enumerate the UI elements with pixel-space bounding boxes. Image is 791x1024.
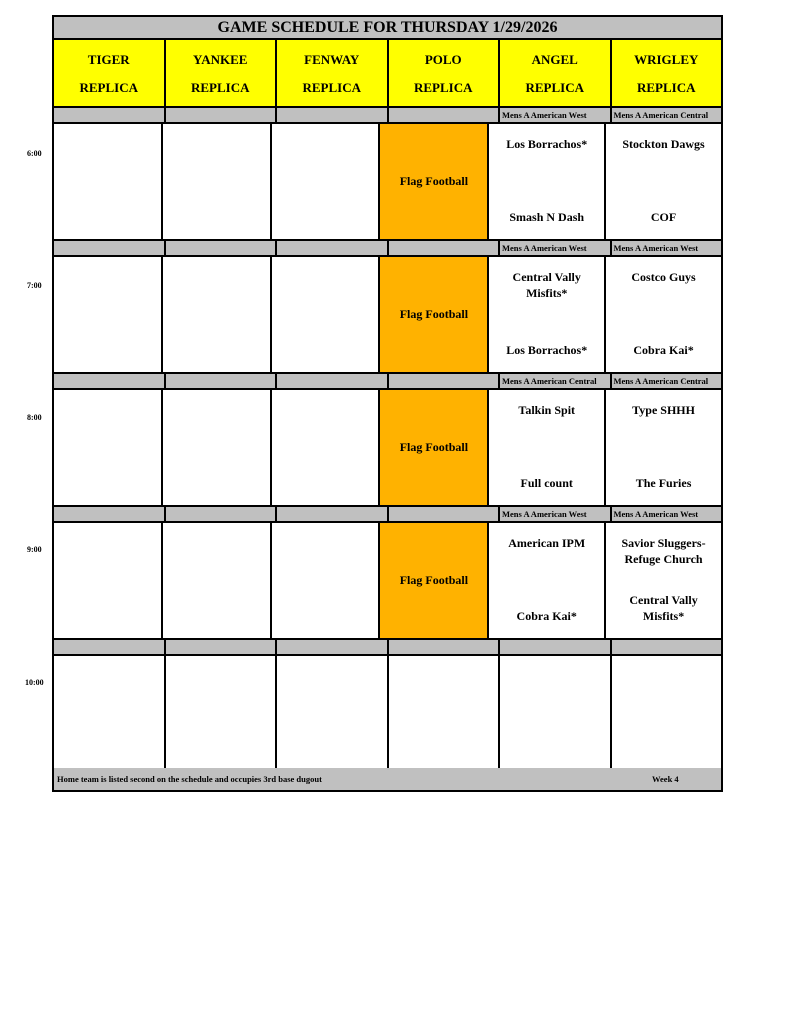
field-sub: REPLICA xyxy=(636,80,696,95)
division-cell xyxy=(166,108,278,122)
field-header-tiger xyxy=(54,40,166,106)
division-cell xyxy=(389,507,501,521)
field-name: ANGEL xyxy=(531,52,578,67)
game-cell-angel xyxy=(489,523,606,638)
schedule-title: GAME SCHEDULE FOR THURSDAY 1/29/2026 xyxy=(54,17,721,40)
slot-cell-fenway xyxy=(277,656,389,771)
division-cell xyxy=(277,108,389,122)
game-cell-wrigley xyxy=(606,124,721,239)
slot-cell-tiger xyxy=(54,257,163,372)
division-cell xyxy=(166,241,278,255)
division-cell xyxy=(277,640,389,654)
flag-football-block: Flag Football xyxy=(380,124,489,239)
away-team: Type SHHH xyxy=(632,403,695,417)
division-cell xyxy=(277,374,389,388)
field-header-yankee xyxy=(166,40,278,106)
game-cell-wrigley xyxy=(606,523,721,638)
field-sub: REPLICA xyxy=(525,80,584,95)
home-team: Smash N Dash xyxy=(509,210,585,224)
game-cell-angel xyxy=(489,124,606,239)
field-sub: REPLICA xyxy=(413,80,473,95)
game-cell-wrigley xyxy=(606,257,721,372)
away-team: Costco Guys xyxy=(631,270,696,284)
away-team: American IPM xyxy=(508,536,586,550)
slot-cell-yankee xyxy=(163,390,272,505)
division-cell xyxy=(54,507,166,521)
division-row-7 xyxy=(54,241,721,257)
slot-cell-tiger xyxy=(54,124,163,239)
time-label-6: 6:00 xyxy=(27,149,42,158)
schedule-sheet xyxy=(52,15,723,792)
division-cell xyxy=(166,640,278,654)
division-cell: Mens A American Central xyxy=(500,374,612,388)
division-cell xyxy=(612,640,722,654)
field-name: POLO xyxy=(424,52,462,67)
division-cell xyxy=(277,241,389,255)
slot-row-6 xyxy=(54,124,721,241)
flag-football-block: Flag Football xyxy=(380,523,489,638)
slot-cell-polo xyxy=(389,656,501,771)
slot-row-7 xyxy=(54,257,721,374)
home-team: Full count xyxy=(520,476,573,490)
division-cell: Mens A American West xyxy=(500,241,612,255)
time-label-7: 7:00 xyxy=(27,281,42,290)
time-label-9: 9:00 xyxy=(27,545,42,554)
slot-cell-fenway xyxy=(272,257,381,372)
field-sub: REPLICA xyxy=(190,80,250,95)
slot-cell-yankee xyxy=(163,257,272,372)
division-cell xyxy=(54,374,166,388)
division-cell: Mens A American West xyxy=(500,507,612,521)
away-team: Talkin Spit xyxy=(518,403,576,417)
field-name: FENWAY xyxy=(304,52,360,67)
week-label: Week 4 xyxy=(652,774,679,784)
division-cell xyxy=(389,108,501,122)
division-cell xyxy=(389,374,501,388)
division-cell: Mens A American West xyxy=(612,507,722,521)
slot-cell-tiger xyxy=(54,390,163,505)
home-team-note: Home team is listed second on the schedule and occupies 3rd base dugout xyxy=(57,774,322,784)
division-cell: Mens A American Central xyxy=(612,374,722,388)
home-team: Cobra Kai* xyxy=(633,343,694,357)
field-header-row xyxy=(54,40,721,108)
slot-cell-yankee xyxy=(166,656,278,771)
away-team: Los Borrachos* xyxy=(506,137,588,151)
field-sub: REPLICA xyxy=(302,80,361,95)
flag-football-block: Flag Football xyxy=(380,390,489,505)
slot-row-10 xyxy=(54,656,721,773)
time-label-8: 8:00 xyxy=(27,413,42,422)
home-team: Central Vally Misfits* xyxy=(629,593,698,623)
slot-cell-fenway xyxy=(272,124,381,239)
division-cell xyxy=(277,507,389,521)
game-cell-angel xyxy=(489,390,606,505)
division-row-6 xyxy=(54,108,721,124)
home-team: Los Borrachos* xyxy=(506,343,588,357)
slot-cell-fenway xyxy=(272,523,381,638)
field-header-polo xyxy=(389,40,501,106)
division-row-9 xyxy=(54,507,721,523)
division-cell xyxy=(389,640,501,654)
home-team: Cobra Kai* xyxy=(516,609,577,623)
division-row-10 xyxy=(54,640,721,656)
slot-cell-yankee xyxy=(163,523,272,638)
field-name: TIGER xyxy=(87,52,130,67)
slot-row-8 xyxy=(54,390,721,507)
division-cell xyxy=(54,640,166,654)
time-label-10: 10:00 xyxy=(25,678,44,687)
division-cell xyxy=(54,108,166,122)
slot-cell-yankee xyxy=(163,124,272,239)
slot-cell-tiger xyxy=(54,656,166,771)
division-cell xyxy=(389,241,501,255)
division-cell xyxy=(166,507,278,521)
division-cell xyxy=(166,374,278,388)
away-team: Savior Sluggers-Refuge Church xyxy=(621,536,706,566)
division-cell xyxy=(54,241,166,255)
field-name: YANKEE xyxy=(193,52,248,67)
game-cell-wrigley xyxy=(606,390,721,505)
slot-row-9 xyxy=(54,523,721,640)
game-cell-angel xyxy=(489,257,606,372)
division-cell xyxy=(500,640,612,654)
division-cell: Mens A American Central xyxy=(612,108,722,122)
away-team: Stockton Dawgs xyxy=(622,137,705,151)
slot-cell-wrigley xyxy=(612,656,722,771)
home-team: COF xyxy=(650,210,677,224)
division-row-8 xyxy=(54,374,721,390)
flag-football-block: Flag Football xyxy=(380,257,489,372)
field-name: WRIGLEY xyxy=(634,52,699,67)
home-team: The Furies xyxy=(635,476,692,490)
away-team: Central Vally Misfits* xyxy=(512,270,581,300)
field-header-wrigley xyxy=(612,40,722,106)
field-header-angel xyxy=(500,40,612,106)
slot-cell-angel xyxy=(500,656,612,771)
division-cell: Mens A American West xyxy=(612,241,722,255)
division-cell: Mens A American West xyxy=(500,108,612,122)
field-sub: REPLICA xyxy=(79,80,138,95)
field-header-fenway xyxy=(277,40,389,106)
slot-cell-fenway xyxy=(272,390,381,505)
schedule-footer xyxy=(54,768,721,790)
slot-cell-tiger xyxy=(54,523,163,638)
